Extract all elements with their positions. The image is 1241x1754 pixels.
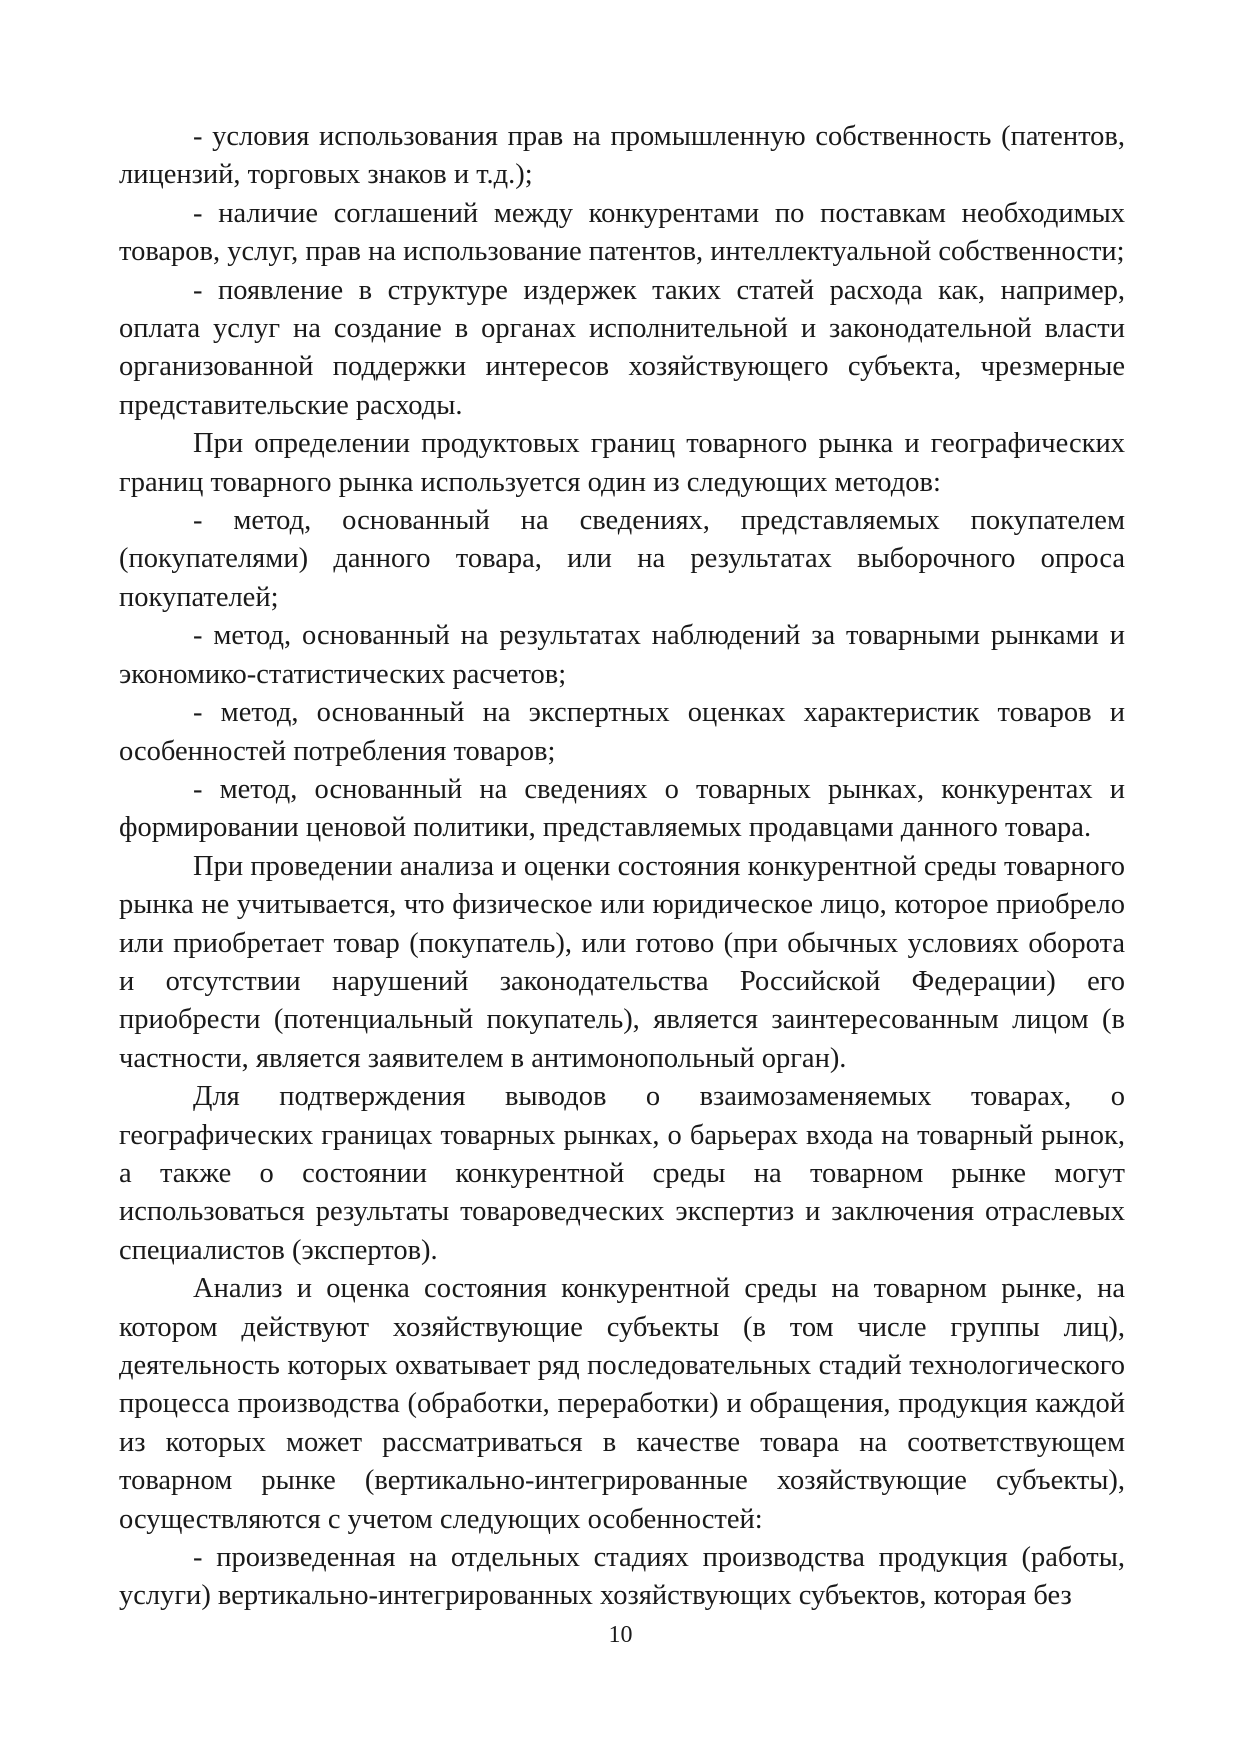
paragraph-method-expert-evaluation: - метод, основанный на экспертных оценках характеристик товаров и особенностей потребления товаров; — [119, 697, 1125, 767]
paragraph-production-stages: - произведенная на отдельных стадиях производства продукция (работы, услуги) вертикально-интегрированных хозяйствующих субъектов, которая без — [119, 1542, 1125, 1612]
paragraph-method-seller-info: - метод, основанный на сведениях о товарных рынках, конкурентах и формировании ценовой политики, представляемых продавцами данного товара. — [119, 773, 1125, 844]
page-number: 10 — [608, 1622, 633, 1648]
paragraph-competitive-analysis: При проведении анализа и оценки состояния конкурентной среды товарного рынка не учитывается, что физическое или юридическое лицо, которое приобрело или приобретает товар (покупатель), или готово (при обычных условиях оборота и отсутствии нарушений законодательства Российской Федерации) его приобрести (потенциальный покупатель), является заинтересованным лицом (в частности, является заявителем в антимонопольный орган). — [119, 850, 1125, 1074]
paragraph-expert-conclusions: Для подтверждения выводов о взаимозаменяемых товарах, о географических границах товарных рынках, о барьерах входа на товарный рынок, а также о состоянии конкурентной среды на товарном рынке могут использоваться результаты товароведческих экспертиз и заключения отраслевых специалистов (экспертов). — [119, 1081, 1125, 1266]
paragraph-vertical-integration: Анализ и оценка состояния конкурентной среды на товарном рынке, на котором действуют хозяйствующие субъекты (в том числе группы лиц), деятельность которых охватывает ряд последовательных стадий технологического процесса производства (обработки, переработки) и обращения, продукция каждой из которых может рассматриваться в качестве товара на соответствующем товарном рынке (вертикально-интегрированные хозяйствующие субъекты), осуществляются с учетом следующих особенностей: — [119, 1273, 1125, 1535]
paragraph-method-buyer-info: - метод, основанный на сведениях, представляемых покупателем (покупателями) данного товара, или на результатах выборочного опроса покупателей; — [119, 505, 1125, 613]
paragraph-cost-structure: - появление в структуре издержек таких статей расхода как, например, оплата услуг на создание в органах исполнительной и законодательной власти организованной поддержки интересов хозяйствующего субъекта, чрезмерные представительские расходы. — [119, 274, 1125, 421]
document-body — [119, 118, 1125, 1616]
paragraph-market-boundaries-intro: При определении продуктовых границ товарного рынка и географических границ товарного рынка используется один из следующих методов: — [119, 428, 1125, 498]
paragraph-competitor-agreements: - наличие соглашений между конкурентами по поставкам необходимых товаров, услуг, прав на использование патентов, интеллектуальной собственности; — [119, 197, 1125, 268]
paragraph-industrial-property-rights: - условия использования прав на промышленную собственность (патентов, лицензий, торговых знаков и т.д.); — [119, 121, 1125, 191]
paragraph-method-observations: - метод, основанный на результатах наблюдений за товарными рынками и экономико-статистических расчетов; — [119, 620, 1125, 690]
